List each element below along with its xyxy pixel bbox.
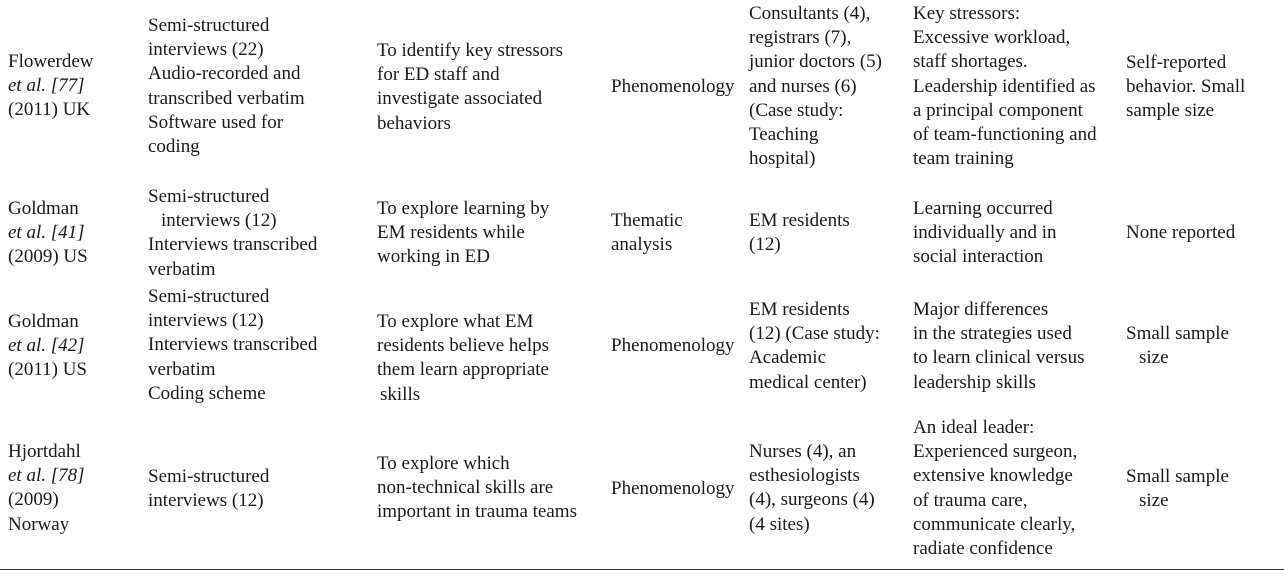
approach-line: Phenomenology [611, 335, 735, 356]
study-line: Goldman [8, 311, 79, 332]
participants-line: (Case study: [749, 99, 844, 121]
findings-line: team training [913, 148, 1014, 170]
methods-line: Semi-structured [148, 15, 270, 36]
methods-line: Semi-structured [148, 186, 270, 207]
limitations-line: sample size [1126, 100, 1215, 122]
participants-line: EM residents [749, 299, 850, 320]
methods-line: Interviews transcribed [148, 334, 318, 356]
methods-line: Interviews transcribed [148, 234, 318, 256]
aim-line: behaviors [377, 112, 451, 134]
cell-limitations [1126, 51, 1245, 124]
cell-participants [749, 209, 850, 257]
cell-approach [611, 334, 735, 358]
participants-line: medical center) [749, 371, 867, 393]
cell-study [8, 197, 88, 270]
methods-line: transcribed verbatim [148, 87, 305, 109]
study-line [8, 334, 87, 358]
study-line: (2011) US [8, 359, 87, 381]
methods-line: Software used for [148, 111, 284, 133]
cell-participants [749, 440, 875, 537]
limitations-line: Small sample [1126, 323, 1229, 344]
participants-line: (12) [749, 234, 781, 256]
findings-line: staff shortages. [913, 51, 1028, 73]
cell-limitations [1126, 465, 1229, 513]
study-line: Norway [8, 513, 70, 535]
findings-line: of team-functioning and [913, 124, 1097, 146]
aim-line: To explore learning by [377, 198, 550, 219]
approach-line: Phenomenology [611, 76, 735, 97]
findings-line: leadership skills [913, 371, 1036, 393]
cell-approach [611, 477, 735, 501]
cell-aim [377, 197, 549, 270]
findings-line: a principal component [913, 99, 1083, 121]
cell-findings [913, 416, 1077, 561]
aim-line: investigate associated [377, 88, 543, 110]
cell-study [8, 310, 87, 383]
methods-line: Coding scheme [148, 382, 266, 404]
aim-line: EM residents while [377, 222, 525, 244]
findings-line: communicate clearly, [913, 513, 1076, 535]
limitations-line: size [1139, 490, 1169, 512]
methods-line: verbatim [148, 258, 216, 280]
cell-aim [377, 39, 563, 136]
participants-line: Consultants (4), [749, 3, 871, 24]
participants-line: (4), surgeons (4) [749, 489, 875, 511]
limitations-line: behavior. Small [1126, 76, 1246, 98]
study-line [8, 221, 88, 245]
table-bottom-rule [0, 569, 1284, 570]
study-line: (2009) US [8, 246, 88, 268]
methods-line: interviews (12) [161, 210, 277, 232]
participants-line: EM residents [749, 210, 850, 231]
aim-line: non-technical skills are [377, 477, 554, 499]
cell-approach [611, 75, 735, 99]
findings-line: radiate confidence [913, 538, 1053, 560]
cell-findings [913, 2, 1097, 171]
limitations-line: Self-reported [1126, 52, 1227, 73]
et-al-italic: et al. [78] [8, 465, 85, 487]
methods-line: interviews (12) [148, 490, 264, 512]
participants-line: Academic [749, 347, 827, 369]
findings-line: in the strategies used [913, 323, 1072, 345]
cell-methods [148, 465, 269, 513]
aim-line: important in trauma teams [377, 501, 577, 523]
participants-line: Teaching [749, 124, 819, 146]
cell-approach [611, 209, 683, 257]
participants-line: and nurses (6) [749, 75, 857, 97]
study-line: (2009) [8, 489, 59, 511]
approach-line: Thematic [611, 210, 683, 231]
study-line: (2011) UK [8, 99, 91, 121]
cell-methods [148, 285, 317, 406]
aim-line: residents believe helps [377, 335, 550, 357]
methods-line: verbatim [148, 358, 216, 380]
methods-line: coding [148, 136, 200, 158]
aim-line: To identify key stressors [377, 40, 564, 61]
cell-study [8, 440, 85, 537]
limitations-line: None reported [1126, 222, 1236, 243]
cell-limitations [1126, 221, 1235, 245]
participants-line: junior doctors (5) [749, 51, 882, 73]
study-line: Flowerdew [8, 51, 94, 72]
study-line [8, 74, 93, 98]
limitations-line: size [1139, 347, 1169, 369]
methods-line: Semi-structured [148, 466, 270, 487]
findings-line: Experienced surgeon, [913, 441, 1078, 463]
et-al-italic: et al. [77] [8, 75, 85, 97]
participants-line: (4 sites) [749, 513, 810, 535]
findings-line: of trauma care, [913, 489, 1028, 511]
cell-methods [148, 14, 305, 159]
aim-line: them learn appropriate [377, 359, 549, 381]
cell-participants [749, 2, 882, 171]
aim-line: To explore which [377, 453, 510, 474]
study-line [8, 464, 85, 488]
cell-aim [377, 452, 577, 525]
findings-line: social interaction [913, 246, 1044, 268]
study-line: Hjortdahl [8, 441, 81, 462]
cell-participants [749, 298, 880, 395]
cell-findings [913, 197, 1057, 270]
cell-study [8, 50, 93, 123]
findings-line: extensive knowledge [913, 465, 1073, 487]
findings-line: Leadership identified as [913, 75, 1096, 97]
et-al-italic: et al. [42] [8, 335, 85, 357]
findings-line: Learning occurred [913, 198, 1053, 219]
aim-line: working in ED [377, 246, 490, 268]
aim-line: To explore what EM [377, 311, 534, 332]
aim-line: for ED staff and [377, 64, 500, 86]
limitations-line: Small sample [1126, 466, 1229, 487]
cell-aim [377, 310, 549, 407]
methods-line: Semi-structured [148, 286, 270, 307]
methods-line: interviews (12) [148, 310, 264, 332]
participants-line: registrars (7), [749, 27, 852, 49]
findings-line: Key stressors: [913, 3, 1021, 24]
study-line: Goldman [8, 198, 79, 219]
participants-line: hospital) [749, 148, 816, 170]
methods-line: interviews (22) [148, 39, 264, 61]
cell-methods [148, 185, 317, 282]
methods-line: Audio-recorded and [148, 63, 301, 85]
aim-line: skills [380, 383, 421, 405]
cell-findings [913, 298, 1084, 395]
participants-line: esthesiologists [749, 465, 860, 487]
findings-line: individually and in [913, 222, 1057, 244]
findings-line: Major differences [913, 299, 1049, 320]
et-al-italic: et al. [41] [8, 222, 85, 244]
cell-limitations [1126, 322, 1229, 370]
approach-line: analysis [611, 234, 673, 256]
findings-line: to learn clinical versus [913, 347, 1085, 369]
participants-line: (12) (Case study: [749, 323, 880, 345]
approach-line: Phenomenology [611, 478, 735, 499]
findings-line: Excessive workload, [913, 27, 1071, 49]
findings-line: An ideal leader: [913, 417, 1035, 438]
participants-line: Nurses (4), an [749, 441, 857, 462]
